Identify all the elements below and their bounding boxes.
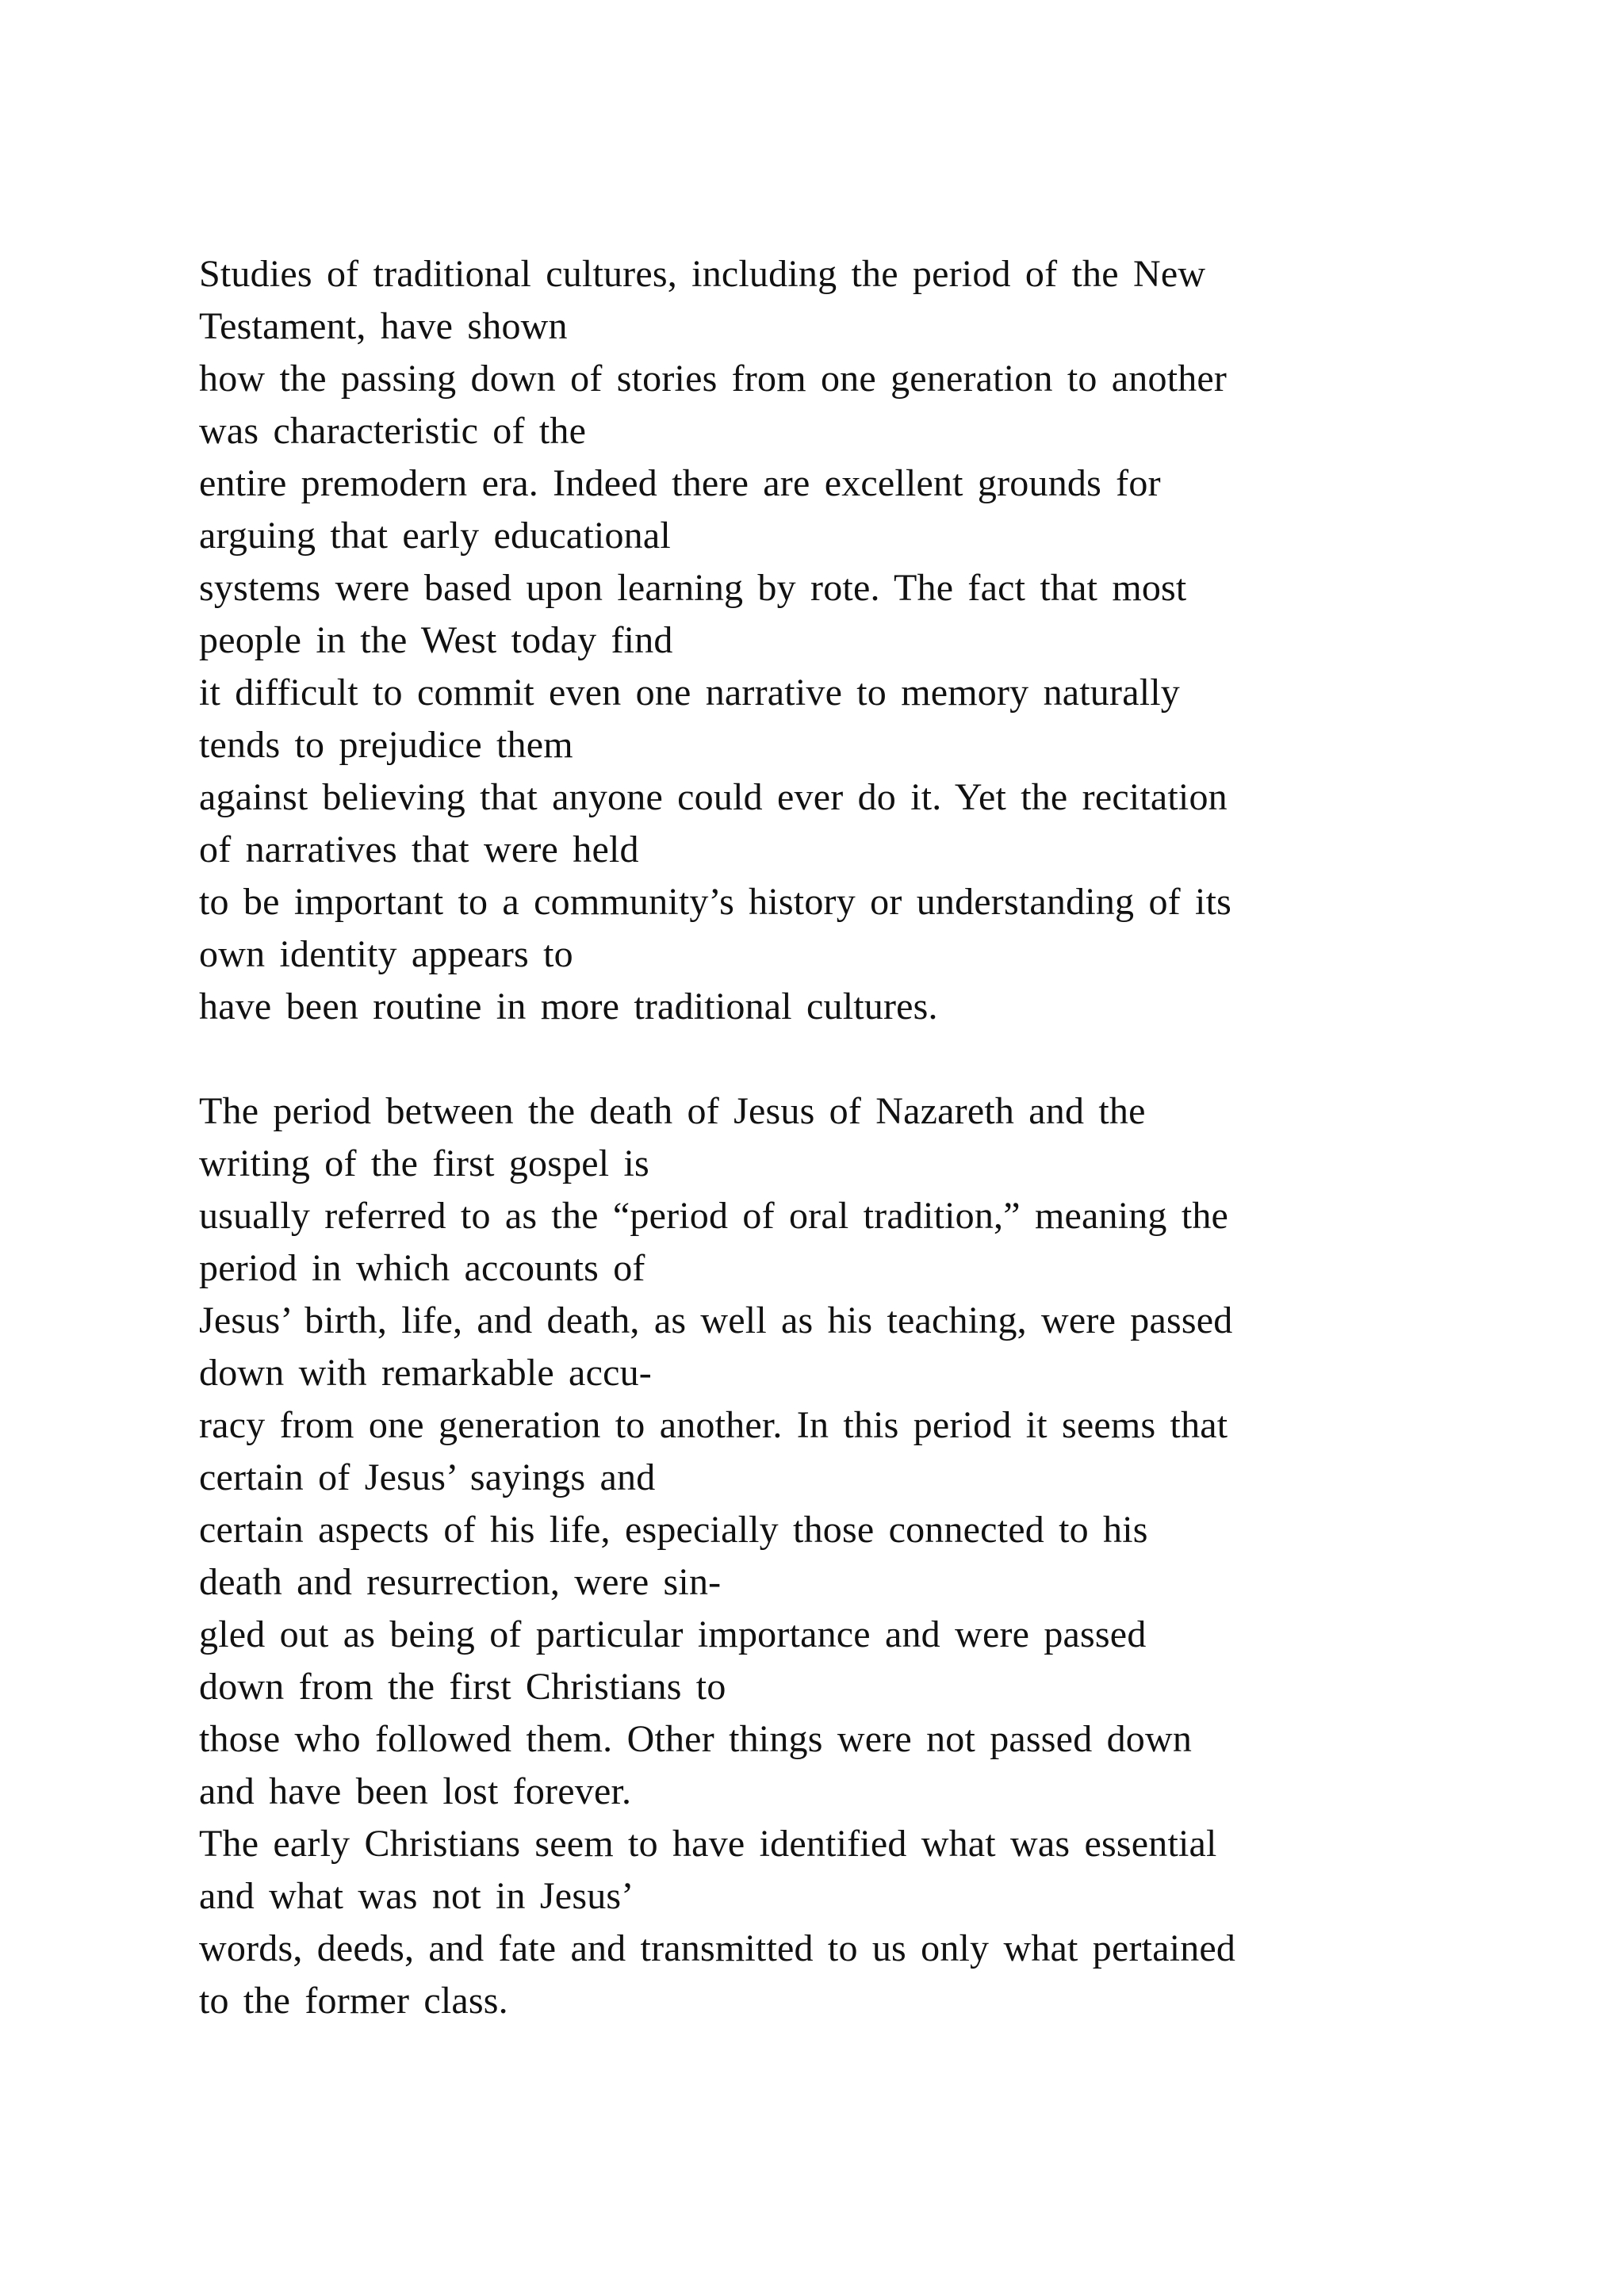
text-line: racy from one generation to another. In this period it seems that [199, 1404, 1228, 1446]
text-line: of narratives that were held [199, 828, 639, 871]
text-line: systems were based upon learning by rote. The fact that most [199, 567, 1187, 609]
text-line: The period between the death of Jesus of Nazareth and the [199, 1090, 1146, 1132]
text-line: people in the West today find [199, 619, 673, 661]
text-line: down from the first Christians to [199, 1666, 726, 1708]
text-line: have been routine in more traditional cultures. [199, 985, 938, 1027]
text-line: and what was not in Jesus’ [199, 1875, 634, 1917]
text-line: against believing that anyone could ever do it. Yet the recitation [199, 776, 1228, 818]
text-line: Studies of traditional cultures, including the period of the New [199, 253, 1206, 295]
text-line: down with remarkable accu- [199, 1352, 652, 1394]
text-line: those who followed them. Other things were not passed down [199, 1718, 1193, 1760]
text-line: to be important to a community’s history or understanding of its [199, 881, 1231, 923]
text-line: period in which accounts of [199, 1247, 645, 1289]
text-line: certain of Jesus’ sayings and [199, 1456, 656, 1498]
text-line: certain aspects of his life, especially those connected to his [199, 1509, 1148, 1551]
text-line: to the former class. [199, 1980, 508, 2022]
text-line: Jesus’ birth, life, and death, as well as his teaching, were passed [199, 1299, 1233, 1341]
text-line: was characteristic of the [199, 410, 587, 452]
text-line: gled out as being of particular importance and were passed [199, 1613, 1147, 1655]
text-line: The early Christians seem to have identified what was essential [199, 1823, 1217, 1865]
paragraph-oral-tradition-period [199, 1085, 1436, 2027]
text-line: writing of the first gospel is [199, 1142, 649, 1184]
text-line: words, deeds, and fate and transmitted to us only what pertained [199, 1927, 1236, 1969]
paragraph-oral-cultures [199, 248, 1436, 1033]
text-line: death and resurrection, were sin- [199, 1561, 722, 1603]
text-line: and have been lost forever. [199, 1770, 632, 1812]
text-line: Testament, have shown [199, 305, 568, 347]
paragraph-spacer [199, 1033, 1436, 1085]
text-line: it difficult to commit even one narrative to memory naturally [199, 672, 1180, 714]
text-line: entire premodern era. Indeed there are excellent grounds for [199, 462, 1161, 504]
document-page [199, 248, 1436, 2027]
text-line: how the passing down of stories from one generation to another [199, 358, 1228, 400]
text-line: own identity appears to [199, 933, 573, 975]
text-line: arguing that early educational [199, 515, 671, 557]
text-line: usually referred to as the “period of oral tradition,” meaning the [199, 1195, 1229, 1237]
text-line: tends to prejudice them [199, 724, 573, 766]
